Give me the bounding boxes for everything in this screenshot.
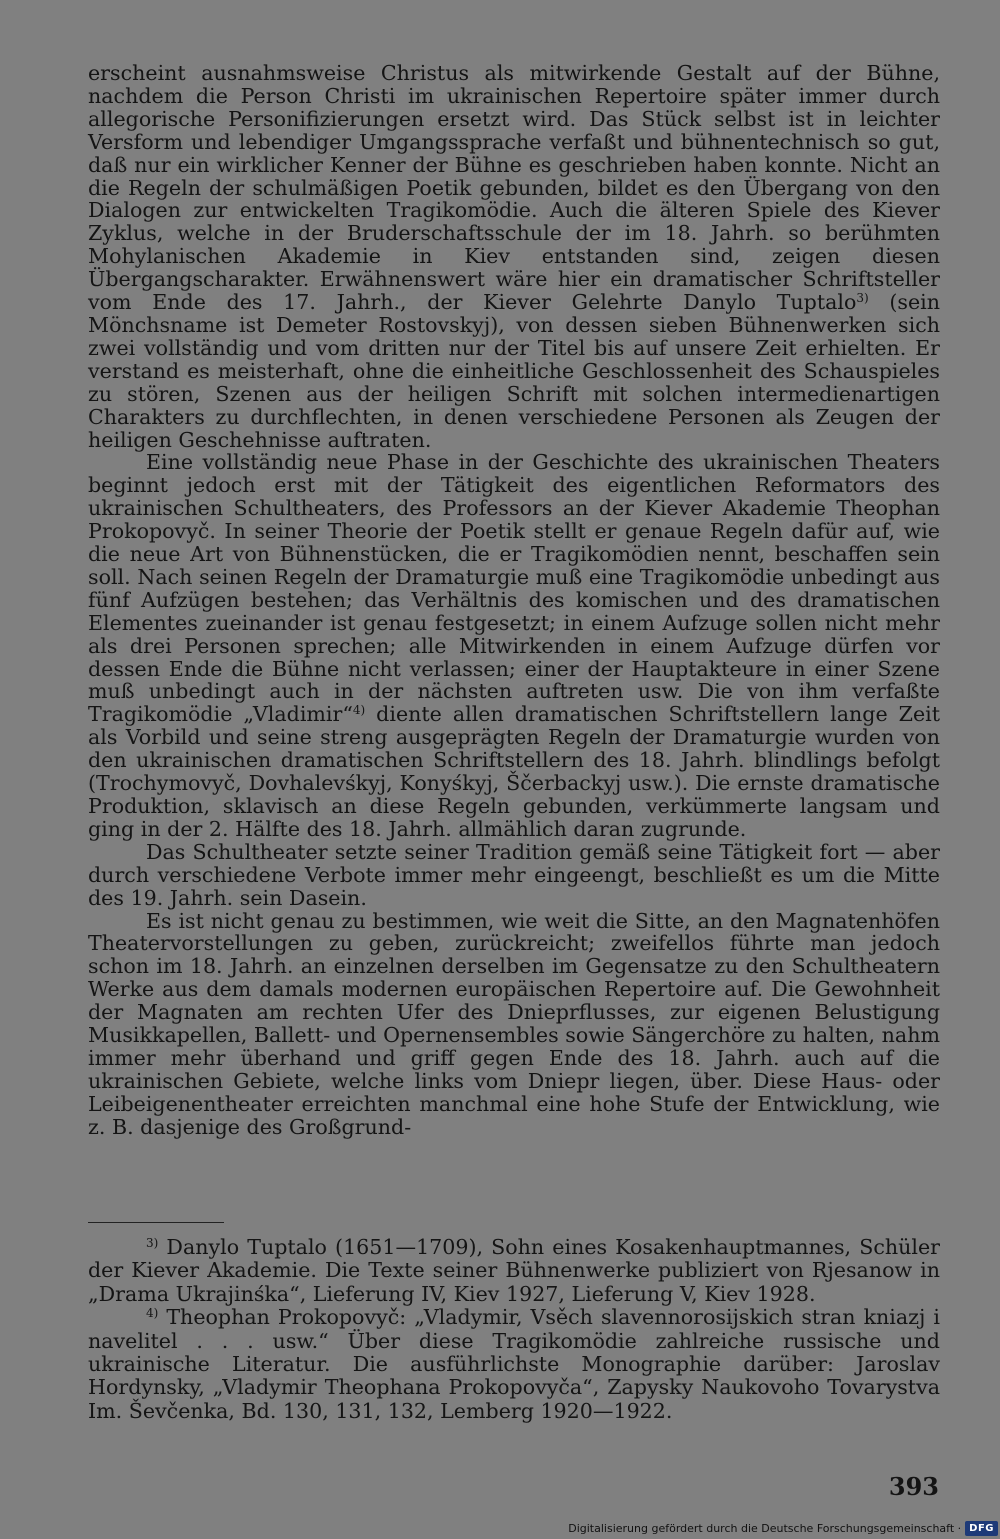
- paragraph-1: [88, 62, 940, 451]
- paragraph-text-continued: diente allen dramatischen Schriftstellern lange Zeit als Vorbild und seine streng ausgeprägten Regeln der Dramaturgie wurden von den ukrainischen dramatischen Schriftstellern des 18. Jahrh. blindlings befolgt (Trochymovyč, Dovhalevśkyj, Konyśkyj, Ščerbackyj usw.). Die ernste dramatische Produktion, sklavisch an diese Regeln gebunden, verkümmerte langsam und ging in der 2. Hälfte des 18. Jahrh. allmählich daran zugrunde.: [88, 702, 940, 841]
- paragraph-2: [88, 451, 940, 840]
- footnotes: [88, 1236, 940, 1423]
- digitization-footer: [568, 1517, 1000, 1539]
- footnote-3: [88, 1236, 940, 1306]
- paragraph-text: Eine vollständig neue Phase in der Geschichte des ukrainischen Theaters beginnt jedoch erst mit der Tätigkeit des eigentlichen Reformators des ukrainischen Schultheaters, des Professors an der Kiever Akademie Theophan Prokopovyč. In seiner Theorie der Poetik stellt er genaue Regeln dafür auf, wie die neue Art von Bühnenstücken, die er Tragikomödien nennt, beschaffen sein soll. Nach seinen Regeln der Dramaturgie muß eine Tragikomödie unbedingt aus fünf Aufzügen bestehen; das Verhältnis des komischen und des dramatischen Elementes zueinander ist genau festgesetzt; in einem Aufzuge sollen nicht mehr als drei Personen sprechen; alle Mitwirkenden in einem Aufzuge dürfen vor dessen Ende die Bühne nicht verlassen; einer der Hauptakteure in einer Szene muß unbedingt auch in der nächsten auftreten usw. Die von ihm verfaßte Tragikomödie „Vladimir“: [88, 450, 940, 727]
- footnote-ref-4[interactable]: 4): [352, 703, 366, 718]
- footnote-text: Danylo Tuptalo (1651—1709), Sohn eines Kosakenhauptmannes, Schüler der Kiever Akademie. Die Texte seiner Bühnenwerke publiziert von Rjesanow in „Drama Ukrajinśka“, Lieferung IV, Kiev 1927, Lieferung V, Kiev 1928.: [88, 1235, 940, 1306]
- dfg-logo-icon[interactable]: DFG: [965, 1521, 998, 1536]
- paragraph-text: Das Schultheater setzte seiner Tradition gemäß seine Tätigkeit fort — aber durch verschiedene Verbote immer mehr eingeengt, beschließt es um die Mitte des 19. Jahrh. sein Dasein.: [88, 839, 940, 910]
- paragraph-text-continued: (sein Mönchsname ist Demeter Rostovskyj), von dessen sieben Bühnenwerken sich zwei vollständig und vom dritten nur der Titel bis auf unsere Zeit erhielten. Er verstand es meisterhaft, ohne die einheitliche Geschlossenheit des Schauspieles zu stören, Szenen aus der heiligen Schrift mit solchen intermedienartigen Charakters zu durchflechten, in denen verschiedene Personen als Zeugen der heiligen Geschehnisse auftraten.: [88, 290, 940, 452]
- paragraph-4: [88, 910, 940, 1139]
- paragraph-3: [88, 841, 940, 910]
- footer-credit: Digitalisierung gefördert durch die Deutsche Forschungsgemeinschaft ·: [568, 1521, 962, 1535]
- footnote-text: Theophan Prokopovyč: „Vladymir, Vsěch slavennorosijskich stran kniazj i navelitel . . . usw.“ Über diese Tragikomödie zahlreiche russische und ukrainische Literatur. Die ausführlichste Monographie darüber: Jaroslav Hordynsky, „Vladymir Theophana Prokopovyča“, Zapysky Naukovoho Tovarystva Im. Ševčenka, Bd. 130, 131, 132, Lemberg 1920—1922.: [88, 1305, 940, 1423]
- main-text: [88, 62, 940, 1139]
- page-number: 393: [888, 1472, 939, 1501]
- footnote-divider: [88, 1222, 224, 1223]
- footnote-marker: 4): [146, 1306, 159, 1321]
- paragraph-text: Es ist nicht genau zu bestimmen, wie weit die Sitte, an den Magnatenhöfen Theatervorstellungen zu geben, zurückreicht; zweifellos führte man jedoch schon im 18. Jahrh. an einzelnen derselben im Gegensatze zu den Schultheatern Werke aus dem damals modernen europäischen Repertoire auf. Die Gewohnheit der Magnaten am rechten Ufer des Dnieprflusses, zur eigenen Belustigung Musikkapellen, Ballett- und Opernensembles sowie Sängerchöre zu halten, nahm immer mehr überhand und griff gegen Ende des 18. Jahrh. auch auf die ukrainischen Gebiete, welche links vom Dniepr liegen, über. Diese Haus- oder Leibeigenentheater erreichten manchmal eine hohe Stufe der Entwicklung, wie z. B. dasjenige des Großgrund-: [88, 908, 940, 1139]
- footnote-ref-3[interactable]: 3): [856, 291, 869, 306]
- footnote-marker: 3): [146, 1236, 159, 1250]
- page-body: [88, 62, 940, 1139]
- paragraph-text: erscheint ausnahmsweise Christus als mitwirkende Gestalt auf der Bühne, nachdem die Person Christi im ukrainischen Repertoire später immer durch allegorische Personifizierungen ersetzt wird. Das Stück selbst ist in leichter Versform und lebendiger Umgangssprache verfaßt und bühnentechnisch so gut, daß nur ein wirklicher Kenner der Bühne es geschrieben haben konnte. Nicht an die Regeln der schulmäßigen Poetik gebunden, bildet es den Übergang von den Dialogen zur entwickelten Tragikomödie. Auch die älteren Spiele des Kiever Zyklus, welche in der Bruderschaftsschule der im 18. Jahrh. so berühmten Mohylanischen Akademie in Kiev entstanden sind, zeigen diesen Übergangscharakter. Erwähnenswert wäre hier ein dramatischer Schriftsteller vom Ende des 17. Jahrh., der Kiever Gelehrte Danylo Tuptalo: [88, 61, 940, 315]
- footnote-4: [88, 1306, 940, 1423]
